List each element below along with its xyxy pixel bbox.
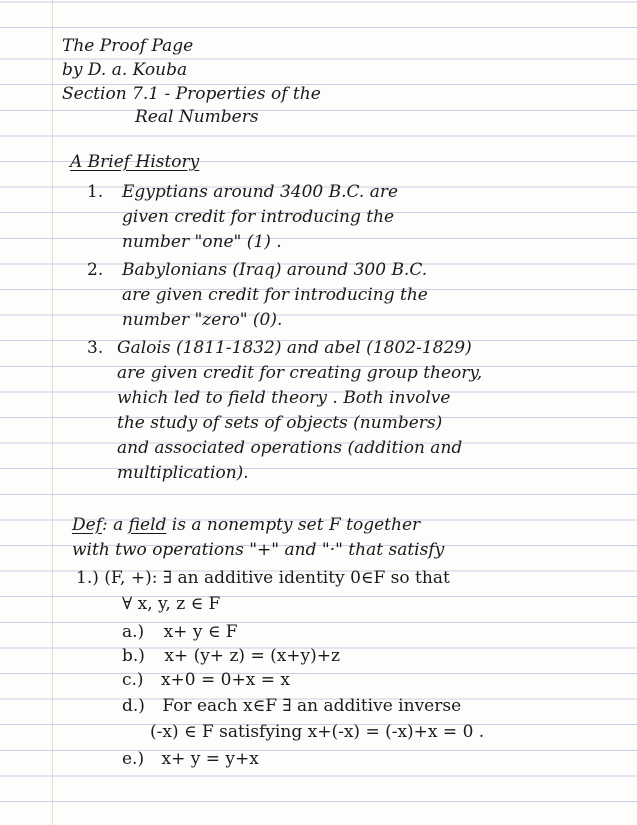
history-item-line: Galois (1811-1832) and abel (1802-1829) [117, 338, 472, 358]
def-prefix: : a [101, 515, 124, 535]
subitem-text: For each x∈F ∃ an additive inverse [162, 696, 462, 716]
history-item-line: Babylonians (Iraq) around 300 B.C. [122, 260, 428, 280]
subitem [122, 670, 290, 690]
subitem-text: x+ y ∈ F [163, 622, 238, 642]
history-item-line: are given credit for introducing the [122, 285, 428, 305]
author-line: by D. a. Kouba [62, 60, 188, 80]
section-line: Section 7.1 - Properties of the [62, 84, 321, 104]
def-tail: is a nonempty set F together [171, 515, 421, 535]
history-item-line: given credit for introducing the [122, 207, 395, 227]
history-item-line: number "zero" (0). [122, 310, 283, 330]
subitem-continuation: (-x) ∈ F satisfying x+(-x) = (-x)+x = 0 . [150, 722, 485, 742]
subitem [122, 749, 259, 769]
definition-line-2: with two operations "+" and "·" that satisfy [72, 540, 445, 560]
history-item-line: number "one" (1) . [122, 232, 282, 252]
def-label: Def [72, 515, 102, 535]
history-item-line: Egyptians around 3400 B.C. are [122, 182, 399, 202]
history-item-number: 1. [87, 182, 104, 202]
subitem-label: e.) [122, 749, 145, 769]
subitem [122, 696, 461, 716]
page-title: The Proof Page [62, 36, 194, 56]
subitem-text: x+ (y+ z) = (x+y)+z [164, 646, 340, 666]
subitem-label: c.) [122, 670, 144, 690]
subitem-label: d.) [122, 696, 145, 716]
definition-line [72, 515, 420, 535]
subitem-label: a.) [122, 622, 145, 642]
history-item-line: and associated operations (addition and [117, 438, 463, 458]
subitem-text: x+0 = 0+x = x [160, 670, 290, 690]
history-item-line: are given credit for creating group theory, [117, 363, 483, 383]
history-heading: A Brief History [70, 152, 200, 172]
subitem [122, 622, 238, 642]
subitem-text: x+ y = y+x [161, 749, 259, 769]
history-item-number: 3. [87, 338, 104, 358]
forall-line: ∀ x, y, z ∈ F [122, 594, 221, 614]
history-item-line: the study of sets of objects (numbers) [117, 413, 443, 433]
property-line: 1.) (F, +): ∃ an additive identity 0∈F so that [76, 568, 450, 588]
subitem [122, 646, 340, 666]
history-item-line: multiplication). [117, 463, 249, 483]
margin-line [52, 0, 53, 825]
history-item-number: 2. [87, 260, 104, 280]
history-item-line: which led to field theory . Both involve [117, 388, 451, 408]
section-subtitle: Real Numbers [135, 107, 259, 127]
subitem-label: b.) [122, 646, 145, 666]
field-term: field [128, 515, 167, 535]
